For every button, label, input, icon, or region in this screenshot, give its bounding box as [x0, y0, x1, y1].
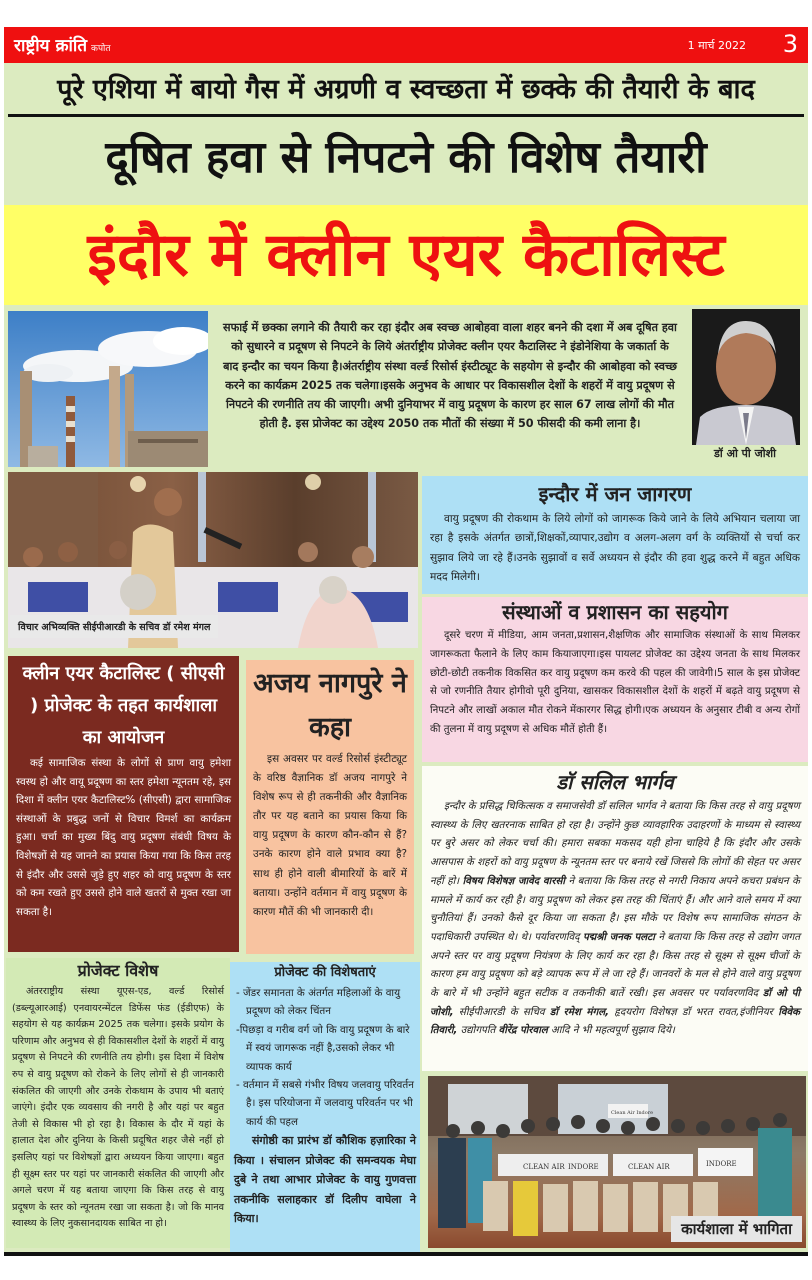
factory-chimneys-illustration	[8, 311, 208, 467]
expert-name: डॉ ओ पी जोशी,	[430, 988, 800, 1018]
expert-name: विवेक तिवारी,	[430, 1006, 800, 1037]
issue-date: 1 मार्च 2022	[687, 39, 746, 52]
placard-text: Clean Air Indore	[611, 1110, 654, 1116]
workshop-text: कई सामाजिक संस्था के लोगों से प्राण वायु हमेशा स्वस्थ हो और वायू प्रदूषण का स्तर हमेशा न्यूनतम रहे, इस दिशा में क्लीन एयर कैटालिस्ट% (सीएसी) द्वारा सामाजिक संस्थाओं के प्रबुद्ध जनों से विचार विमर्श का कार्यक्रम हुआ। चर्चा का मुख्य बिंदु वायु प्रदूषण संबंधी विषय के विशेषज्ञों से यह जानने का प्रयास किया गया कि किस तरह से इंदौर और उससे जुड़े हुए शहर को वायु प्रदूषण के स्तर को कम रखते हुए उससे होने वाले खतरों से मुक्त रखा जा सकता है।	[16, 757, 231, 918]
portrait-caption: डॉ ओ पी जोशी	[714, 447, 776, 460]
awareness-title: इन्दौर में जन जागरण	[538, 482, 692, 506]
cooperation-text: दूसरे चरण में मीडिया, आम जनता,प्रशासन,शैक्षणिक और सामाजिक संस्थाओं के साथ मिलकर जागरूकता फैलाने के लिए काम कियाजाएगा।इस पायलट प्रोजेक्ट का उद्देश्य जनता के साथ मिलकर छोटी-छोटी तकनीक विकसित कर वायु प्रदूषण कम करवे की पहल की जावेगी।5 साल के इस प्रोजेक्ट से जो रणनीति तैयार होगीवो पूरी दुनिया, खासकर विकासशील देशों के शहरों में बढ़ते वायु प्रदूषण से निपटने और लाखों अकाल मौत रोकने मेंकारगर सिद्ध होगी।एक अध्ययन के अनुसार टीबी व अन्य रोगों की तुलना में वायु प्रदूषण से अधिक मौतें होती हैं।	[430, 630, 800, 735]
factory-photo	[8, 311, 208, 467]
expert-name: डॉ रमेश मंगल,	[549, 1006, 610, 1018]
project-special-box	[6, 958, 230, 1248]
meeting-photo	[8, 472, 418, 648]
expert-name: विषय विशेषज्ञ जावेद वारसी	[462, 875, 566, 887]
group-photo	[428, 1076, 806, 1248]
feature-item: - वर्तमान में सबसे गंभीर विषय जलवायु परिवर्तन है। इस परियोजना में जलवायु परिवर्तन पर भी कार्य की पहल	[236, 1079, 414, 1128]
nagpure-title: अजय नागपुरे ने कहा	[253, 668, 407, 743]
workshop-title: क्लीन एयर कैटालिस्ट ( सीएसी ) प्रोजेक्ट के तहत कार्यशाला का आयोजन	[22, 663, 225, 748]
workshop-box	[8, 656, 239, 952]
features-title: प्रोजेक्ट की विशेषताएं	[274, 965, 376, 980]
meeting-photo-caption: विचार अभिव्यक्ति सीईपीआरडी के सचिव डॉ रमेश मंगल	[10, 615, 218, 638]
awareness-text: वायु प्रदूषण की रोकथाम के लिये लोगों को जागरूक किये जाने के लिये अभियान चलाया जा रहा है इसके अंतर्गत छात्रों,शिक्षकों,व्यापार,उद्योग व अलग-अलग वर्ग के व्यक्तियों से चर्चा कर सुझाव लिये जा रहे हैं।उनके सुझावों व सर्वे अध्ययन से इंदौर की हवा शुद्ध करने में बहुत अधिक मदद मिलेगी।	[430, 513, 800, 583]
cooperation-title: संस्थाओं व प्रशासन का सहयोग	[502, 600, 728, 624]
portrait-photo	[692, 309, 800, 445]
expert-name: पद्मश्री जनक पलटा	[582, 931, 655, 943]
kicker-headline: पूरे एशिया में बायो गैस में अग्रणी व स्वच्छता में छक्के की तैयारी के बाद	[57, 74, 755, 105]
group-photo-caption: कार्यशाला में भागिता	[671, 1216, 802, 1242]
placard-text: CLEAN AIR	[523, 1163, 565, 1171]
project-special-text: अंतरराष्ट्रीय संस्था यूएस-एड, वर्ल्ड रिसोर्स (डब्ल्यूआरआई) एनवायरन्मेंटल डिफेंस फंड (ईडीएफ) के सहयोग से यह कार्यक्रम 2025 तक चलेगा। इसके प्रयोग के परिणाम और अनुभव से ही विकासशील देशों के शहरों में वायु प्रदूषण से निपटने की रणनीति तय होगी। इस दिशा में विशेष रुप से वायु प्रदूषण को रोकने के लिए लोगों से ही जानकारी संकलित की जाएगी और उनके रोकथाम के उपाय भी बताएं जाएंगे। इंदौर एक व्यवसाय की नगरी है और यहां पर बहुत तेजी से विकास भी हो रहा है। विकास के दौर में यहां के हालात देश और दुनिया के किसी प्रदूषित शहर जैसे नहीं हो इसलिए यहां पर विशेषज्ञों द्वारा अध्ययन किया जाएगा। बहुत ही सूक्ष्म स्तर पर यहां पर जानकारी संकलित की जाएगी और अगले चरण में यह बताया जाएगा कि किस तरह से वायु प्रदूषण के स्तर को न्यूनतम रखा जा सकता है। जो कि मानव स्वास्थ्य के लिए नुकसानदायक साबित ना हो।	[12, 986, 224, 1230]
expert-name: वीरेंद्र पोरवाल	[498, 1025, 548, 1037]
placard-text: INDORE	[568, 1163, 599, 1171]
cooperation-box	[422, 597, 808, 762]
bhargav-box	[422, 766, 808, 1071]
banner-headline: इंदौर में क्लीन एयर कैटालिस्ट	[87, 220, 725, 290]
feature-item: -पिछड़ा व गरीब वर्ग जो कि वायु प्रदूषण के बारे में स्वयं जागरूक नहीं है,उसको लेकर भी व्यापक कार्य	[236, 1023, 410, 1073]
masthead	[4, 27, 808, 63]
feature-item: - जेंडर समानता के अंतर्गत महिलाओं के वायु प्रदूषण को लेकर चिंतन	[236, 987, 401, 1018]
features-box	[230, 962, 420, 1252]
newspaper-name: राष्ट्रीय क्रांति कपोत	[14, 36, 111, 56]
seminar-credits: संगोष्ठी का प्रारंभ डॉ कौशिक हज़ारिका ने किया । संचालन प्रोजेक्ट की समन्वयक मेघा दुबे ने तथा आभार प्रोजेक्ट के वायु गुणवत्ता तकनीकि सलाहकार डॉ दिलीप वाघेला ने किया।	[234, 1134, 416, 1226]
awareness-box	[422, 476, 808, 594]
bhargav-title: डॉ सलिल भार्गव	[556, 770, 674, 794]
bhargav-text: इन्दौर के प्रसिद्ध चिकित्सक व समाजसेवी डॉ सलिल भार्गव ने बताया कि किस तरह से वायु प्रदूषण स्वास्थ्य के लिए खतरनाक साबित हो रहा है। उन्होंने कुछ व्यावहारिक उदाहरणों के माध्यम से स्वास्थ्य पर बुरे असर को लेकर चर्चा की। हमारा सबका मकसद यही होना चाहिये है कि इंदौर और उसके आसपास के शहरों को वायु प्रदूषण के न्यूनतम स्तर पर बनाये रखें जिससे कि लोगों की सेहत पर असर नहीं हो। विषय विशेषज्ञ जावेद वारसी ने बताया कि किस तरह से नगरी निकाय अपने कचरा प्रबंधन के मामले में कार्य कर रही है। वायु प्रदूषण को लेकर इस तरह की चिंताएं हैं। और आने वाले समय में क्या चुनौतियां हैं। उनको कैसे दूर किया जा सकता है। इस मौके पर विशेष रूप सामाजिक संगठन के पदाधिकारी उपस्थित थे। थे। पर्यावरणविद् पद्मश्री जनक पलटा ने बताया कि किस तरह से उद्योग जगत अपने स्तर पर वायु प्रदूषण नियंत्रण के लिए कार्य कर रहा है। किस तरह से सूक्ष्म से सूक्ष्म चीजों के कारण हम वायु प्रदूषण को बड़े व्यापक रूप में ले जा रहे हैं। जानवरों के मल से होने वाले वायु प्रदूषण के बारे में भी उन्होंने बहुत सटीक व तकनीकी बातें रखी। इस अवसर पर पर्यावरणविद डॉ ओ पी जोशी, सीईपीआरडी के सचिव डॉ रमेश मंगल, हृदयरोग विशेषज्ञ डॉ भरत रावत,इंजीनियर विवेक तिवारी, उद्योगपति वीरेंद्र पोरवाल आदि ने भी महत्वपूर्ण सुझाव दिये।	[430, 801, 800, 1037]
banner	[4, 205, 808, 305]
placard-text: CLEAN AIR	[628, 1163, 670, 1171]
intro-paragraph: सफाई में छक्का लगाने की तैयारी कर रहा इंदौर अब स्वच्छ आबोहवा वाला शहर बनने की दशा में अब दूषित हवा को सुधारने व प्रदूषण से निपटने के लिये अंतर्राष्ट्रीय प्रोजेक्ट क्लीन एयर कैटालिस्ट ने इंडोनेशिया के जकार्ता के बाद इन्दौर का चयन किया है।अंतर्राष्ट्रीय संस्था वर्ल्ड रिसोर्स इंस्टीट्यूट के सहयोग से इन्दौर की आबोहवा को स्वच्छ करने का कार्यक्रम 2025 तक चलेगा।इसके अनुभव के आधार पर विकासशील देशों के शहरों में वायु प्रदूषण से निपटने की रणनीति तय की जाएगी। अभी दुनियाभर में वायु प्रदूषण के कारण हर साल 67 लाख लोगों की मौत होती है. इस प्रोजेक्ट का उद्देश्य 2050 तक मौतों की संख्या में 50 फीसदी की कमी लाना है।	[223, 321, 677, 431]
page-number: 3	[782, 30, 798, 58]
edition-label: कपोत	[91, 44, 111, 54]
project-special-title: प्रोजेक्ट विशेष	[77, 961, 159, 980]
divider	[8, 114, 804, 117]
features-list	[230, 984, 420, 1131]
person-portrait-illustration	[692, 309, 800, 445]
nagpure-box	[246, 660, 414, 954]
divider	[4, 1252, 808, 1256]
main-headline: दूषित हवा से निपटने की विशेष तैयारी	[105, 132, 707, 183]
nagpure-text: इस अवसर पर वर्ल्ड रिसोर्स इंस्टीट्यूट के वरिष्ठ वैज्ञानिक डॉ अजय नागपुरे ने विशेष रूप से ही तकनीकी और वैज्ञानिक तौर पर यह बताने का प्रयास किया कि वायु प्रदूषण के कारण कौन-कौन से हैं?उनके कारण होने वाले प्रभाव क्या है?साथ ही होने वाली बीमारियों के बारें में बताया। उन्होंने वर्तमान में वायु प्रदूषण के कारण मौतें की भी जानकारी दी।	[253, 753, 407, 918]
placard-text: INDORE	[706, 1160, 737, 1168]
